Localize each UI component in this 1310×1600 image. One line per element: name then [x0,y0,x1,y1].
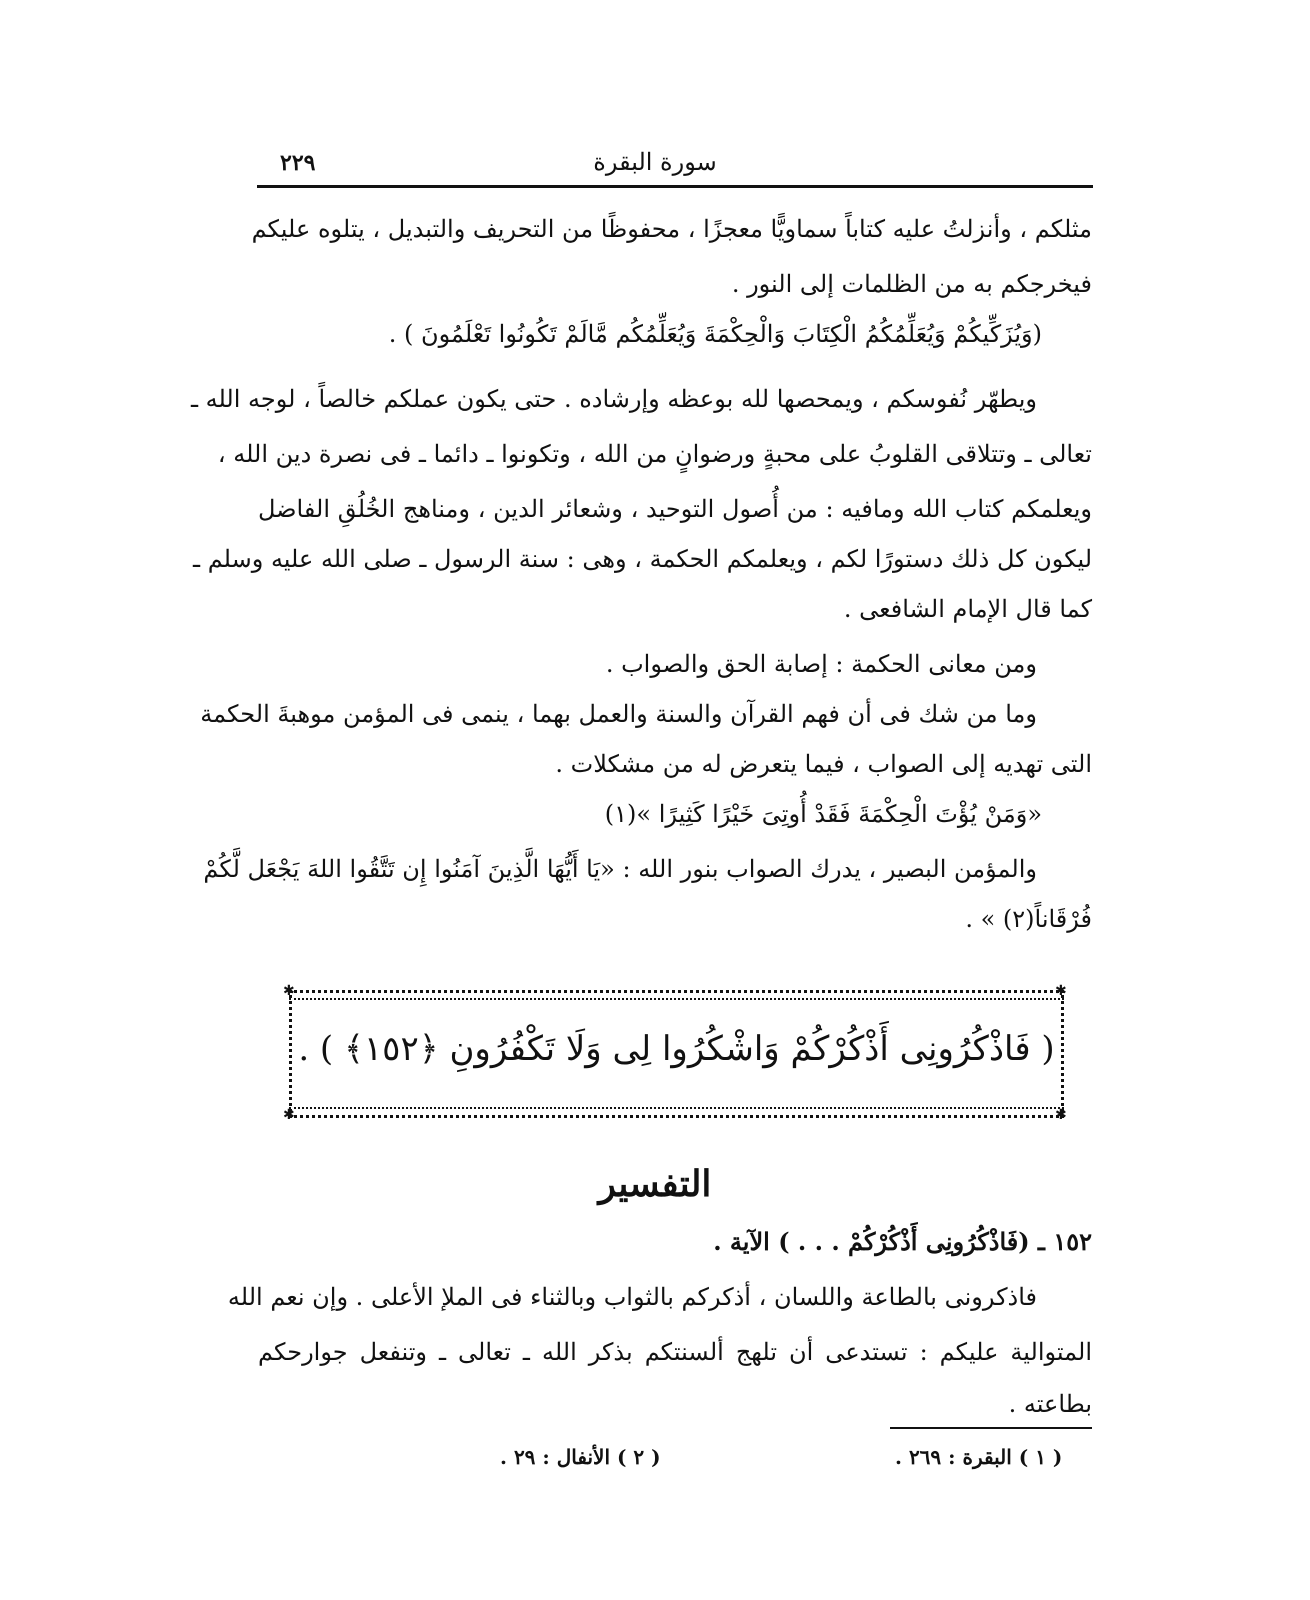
frame-corner-ornament: ✱ [1055,1107,1067,1123]
frame-corner-ornament: ✱ [283,983,295,999]
tafsir-line: فاذكرونى بالطاعة واللسان ، أذكركم بالثواب وبالثناء فى الملإ الأعلى . وإن نعم الله [227,1283,1037,1311]
body-line: تعالى ـ وتتلاقى القلوبُ على محبةٍ ورضوانٍ من الله ، وتكونوا ـ دائما ـ فى نصرة دين الله ، [217,440,1092,468]
header-rule [257,185,1093,188]
footnote-rule [890,1427,1092,1429]
verse-text: ( فَاذْكُرُونِى أَذْكُرْكُمْ وَاشْكُرُوا لِى وَلَا تَكْفُرُونِ ﴿١٥٢﴾ ) . [298,1029,1055,1069]
quran-quote: «وَمَنْ يُؤْتَ الْحِكْمَةَ فَقَدْ أُوتِىَ خَيْرًا كَثِيرًا »(١) [604,800,1042,828]
tafsir-line: المتوالية عليكم : تستدعى أن تلهج ألسنتكم بذكر الله ـ تعالى ـ وتنفعل جوارحكم [258,1338,1092,1366]
body-line: فيخرجكم به من الظلمات إلى النور . [731,270,1092,298]
body-line: التى تهديه إلى الصواب ، فيما يتعرض له من مشكلات . [555,750,1092,778]
body-line: مثلكم ، وأنزلتُ عليه كتاباً سماويًّا معجزًا ، محفوظًا من التحريف والتبديل ، يتلوه عليكم [251,215,1092,243]
body-line: فُرْقَاناً(٢) » . [965,905,1092,933]
frame-bottom-inner-rule [289,1107,1064,1109]
footnote-1: ( ١ ) البقرة : ٢٦٩ . [895,1445,1063,1469]
tafsir-heading: ١٥٢ ـ (فَاذْكُرُونِى أَذْكُرْكُمْ . . . ) الآية . [713,1227,1092,1256]
frame-top-rule [289,990,1064,993]
running-head: سورة البقرة [593,148,717,176]
body-line: وما من شك فى أن فهم القرآن والسنة والعمل بهما ، ينمى فى المؤمن موهبةَ الحكمة [200,700,1037,728]
body-line: ليكون كل ذلك دستورًا لكم ، ويعلمكم الحكمة ، وهى : سنة الرسول ـ صلى الله عليه وسلم ـ [193,545,1092,573]
body-line: ويعلمكم كتاب الله ومافيه : من أُصول التوحيد ، وشعائر الدين ، ومناهج الخُلُقِ الفاضل [258,495,1092,523]
section-title: التفسير [598,1163,712,1205]
body-line: كما قال الإمام الشافعى . [843,595,1092,623]
frame-bottom-rule [289,1115,1064,1118]
body-line: والمؤمن البصير ، يدرك الصواب بنور الله : «يَا أَيُّهَا الَّذِينَ آمَنُوا إِن تَتَّقُوا اللهَ يَجْعَل لَّكُمْ [203,855,1037,883]
tafsir-line: بطاعته . [1008,1390,1092,1418]
frame-corner-ornament: ✱ [283,1107,295,1123]
footnote-2: ( ٢ ) الأنفال : ٢٩ . [500,1445,661,1469]
quran-quote: (وَيُزَكِّيكُمْ وَيُعَلِّمُكُمُ الْكِتَابَ وَالْحِكْمَةَ وَيُعَلِّمُكُم مَّالَمْ تَكُونُوا تَعْلَمُونَ ) . [388,320,1042,348]
page-number: ٢٢٩ [280,150,316,176]
body-line: ويطهّر نُفوسكم ، ويمحصها لله بوعظه وإرشاده . حتى يكون عملكم خالصاً ، لوجه الله ـ [190,385,1037,413]
body-line: ومن معانى الحكمة : إصابة الحق والصواب . [605,650,1037,678]
frame-top-inner-rule [289,998,1064,1000]
verse-frame [283,983,1067,1123]
frame-corner-ornament: ✱ [1055,983,1067,999]
